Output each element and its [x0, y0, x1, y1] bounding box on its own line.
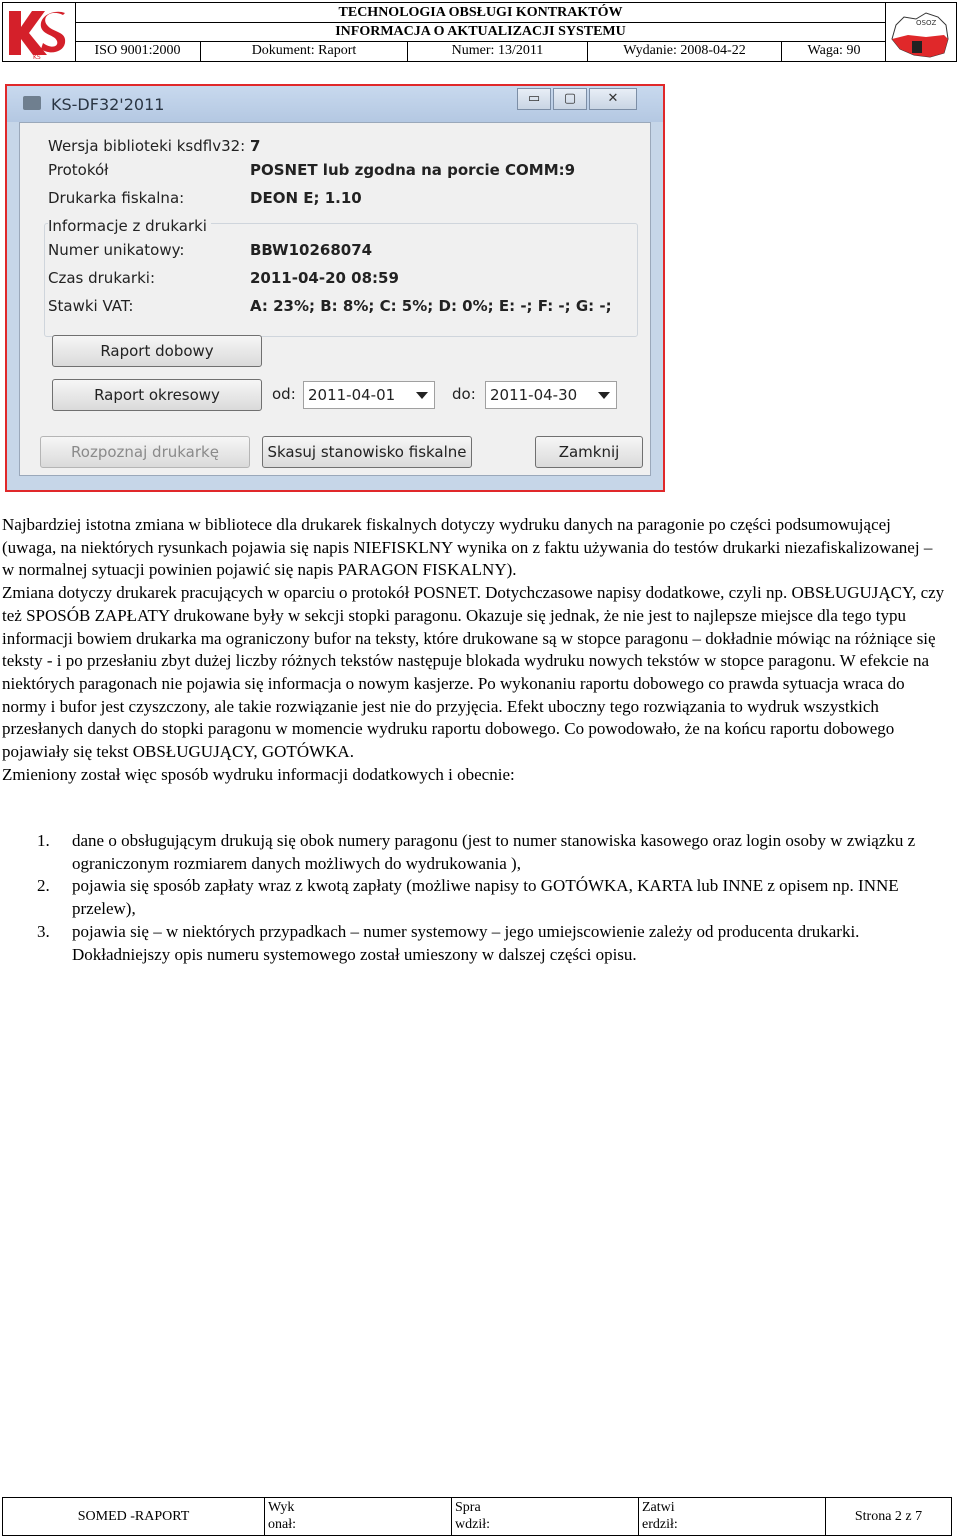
field-library-version-value: 7 [250, 137, 261, 155]
field-vat-rates-label: Stawki VAT: [48, 297, 134, 315]
ks-logo [3, 3, 76, 61]
chevron-down-icon [416, 392, 428, 399]
printer-info-group-title: Informacje z drukarki [48, 217, 211, 235]
header-title-block [75, 3, 886, 61]
chevron-down-icon [598, 392, 610, 399]
document-header [2, 2, 957, 62]
body-text [2, 514, 948, 786]
paragraph-2: Zmiana dotyczy drukarek pracujących w oparciu o protokół POSNET. Dotychczasowe napisy dodatkowe, czyli np. OBSŁUGUJĄCY, czy też SPOSÓB ZAPŁATY drukowane były w sekcji stopki paragonu. Okazuje się jednak, że nie jest to najlepsze miejsce dla tego typu informacji bowiem drukarka ma ograniczony bufor na teksty, które drukowane są w stopce paragonu – dokładnie mówiąc na różniące się teksty - i po przesłaniu zbyt dużej liczby różnych tekstów następuje blokada wydruku nowych tekstów w stopce paragonu. W efekcie na niektórych paragonach nie pojawia się informacja o nowym kasjerze. Po wykonaniu raportu dobowego co prawda sytuacja wraca do normy i bufor jest czyszczony, ale takie rozwiązanie jest nie do przyjęcia. Efekt uboczny tego rozwiązania to wydruk wszystkich przesłanych danych do stopki paragonu w momencie wydruku raportu dobowego. Co powodowało, że na końcu raportu dobowego pojawiały się tekst OBSŁUGUJĄCY, GOTÓWKA. [2, 583, 945, 762]
list-item [2, 830, 948, 875]
header-title-2: INFORMACJA O AKTUALIZACJI SYSTEMU [75, 22, 886, 42]
logo-lettering: KS [33, 54, 41, 61]
field-library-version-label: Wersja biblioteki ksdflv32: [48, 137, 246, 155]
list-item-number: 1. [37, 831, 50, 850]
footer-approved-line1: Zatwi [642, 1500, 675, 1515]
footer-approved-line2: erdził: [642, 1517, 678, 1532]
date-to-label: do: [452, 385, 476, 403]
footer-page-number: Strona 2 z 7 [854, 1509, 923, 1524]
daily-report-button[interactable]: Raport dobowy [52, 335, 262, 367]
footer-executed [265, 1498, 452, 1535]
field-printer-time-value: 2011-04-20 08:59 [250, 269, 399, 287]
period-report-button[interactable]: Raport okresowy [52, 379, 262, 411]
list-item [2, 875, 948, 920]
field-printer-time-label: Czas drukarki: [48, 269, 156, 287]
list-item-number: 3. [37, 921, 50, 941]
field-protocol-value: POSNET lub zgodna na porcie COMM:9 [250, 161, 576, 179]
paragraph-3: Zmieniony został więc sposób wydruku informacji dodatkowych i obecnie: [2, 764, 515, 784]
header-number: Numer: 13/2011 [408, 41, 588, 61]
list-item [2, 921, 948, 966]
header-edition: Wydanie: 2008-04-22 [588, 41, 782, 61]
field-printer-label: Drukarka fiskalna: [48, 189, 185, 207]
window-titlebar [7, 86, 663, 122]
date-to-select[interactable] [485, 381, 617, 409]
close-icon[interactable]: ✕ [589, 88, 637, 110]
footer-checked-line1: Spra [455, 1500, 481, 1515]
field-printer-value: DEON E; 1.10 [250, 189, 362, 207]
list-item-text: pojawia się – w niektórych przypadkach – numer systemowy – jego umiejscowienie zależy od producenta drukarki. Dokładniejszy opis numeru systemowego został umieszony w dalszej części opisu. [72, 921, 860, 964]
maximize-icon[interactable]: ▢ [553, 88, 587, 110]
field-protocol-label: Protokół [48, 161, 109, 179]
field-vat-rates-value: A: 23%; B: 8%; C: 5%; D: 0%; E: -; F: -; G: -; [250, 297, 612, 315]
header-iso: ISO 9001:2000 [75, 41, 201, 61]
list-item-number: 2. [37, 876, 50, 896]
list-item-text: pojawia się sposób zapłaty wraz z kwotą zapłaty (możliwe napisy to GOTÓWKA, KARTA lub INNE z opisem np. INNE przelew), [72, 876, 899, 919]
changes-list [2, 830, 948, 966]
date-from-value: 2011-04-01 [308, 386, 396, 404]
fiscal-printer-window [5, 84, 665, 492]
header-document: Dokument: Raport [201, 41, 408, 61]
header-info-row [75, 41, 886, 61]
footer-checked [452, 1498, 639, 1535]
window-title: KS-DF32'2011 [51, 95, 165, 114]
header-weight: Waga: 90 [807, 43, 861, 58]
recognize-printer-button[interactable]: Rozpoznaj drukarkę [40, 436, 250, 468]
footer-executed-line2: onał: [268, 1517, 296, 1532]
footer-executed-line1: Wyk [268, 1500, 295, 1515]
date-from-select[interactable] [303, 381, 435, 409]
minimize-icon[interactable]: ▭ [517, 88, 551, 110]
header-title-1: TECHNOLOGIA OBSŁUGI KONTRAKTÓW [75, 3, 886, 23]
field-unique-number-label: Numer unikatowy: [48, 241, 185, 259]
footer-approved [639, 1498, 826, 1535]
osoz-logo [885, 3, 956, 61]
printer-icon [23, 96, 41, 110]
date-from-label: od: [272, 385, 296, 403]
list-item-text: dane o obsługującym drukują się obok numery paragonu (jest to numer stanowiska kasowego oraz login osoby w związku z ograniczonym rozmiarem danych możliwych do wydrukowania ), [72, 831, 916, 873]
document-footer [2, 1497, 952, 1536]
date-to-value: 2011-04-30 [490, 386, 578, 404]
footer-somed: SOMED -RAPORT [3, 1498, 265, 1535]
paragraph-1: Najbardziej istotna zmiana w bibliotece dla drukarek fiskalnych dotyczy wydruku danych na paragonie po części podsumowującej (uwaga, na niektórych rysunkach pojawia się napis NIEFISKLNY wynika on z faktu używania do testów drukarki niezafiskalizowanej – w normalnej sytuacji powinien pojawić się napis PARAGON FISKALNY). [2, 515, 933, 580]
delete-fiscal-station-button[interactable]: Skasuj stanowisko fiskalne [262, 436, 472, 468]
window-content [19, 122, 651, 476]
osoz-lettering: OSOZ [916, 19, 937, 27]
close-button[interactable]: Zamknij [535, 436, 643, 468]
footer-checked-line2: wdził: [455, 1517, 490, 1532]
field-unique-number-value: BBW10268074 [250, 241, 373, 259]
